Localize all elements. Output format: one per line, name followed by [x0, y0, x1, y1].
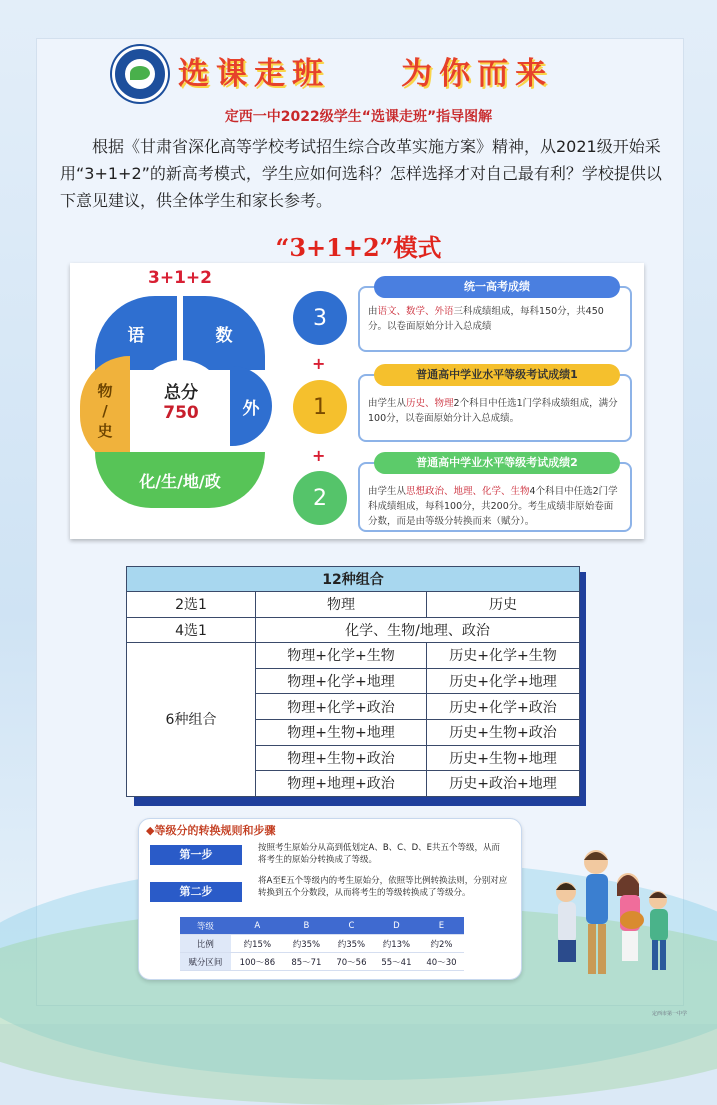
- table-cell: A: [231, 917, 284, 935]
- total-score-label: 总分: [164, 383, 198, 403]
- combinations-table: [126, 566, 580, 797]
- table-cell: 物理+生物+政治: [256, 745, 427, 771]
- table-cell: 约2%: [419, 935, 464, 953]
- table-cell: 物理: [256, 592, 427, 618]
- grading-title: ◆等级分的转换规则和步骤: [146, 824, 276, 837]
- segment-chinese: 语: [95, 296, 177, 370]
- table-cell: 85～71: [284, 953, 329, 971]
- table-cell: B: [284, 917, 329, 935]
- segment-foreign-language: 外: [230, 366, 272, 446]
- block-heading-level-2: 普通高中学业水平等级考试成绩2: [374, 452, 620, 474]
- bubble-2: 2: [293, 471, 347, 525]
- segment-history-label: 史: [97, 422, 113, 440]
- table-cell: 约15%: [231, 935, 284, 953]
- step-two-note: 将A至E五个等级内的考生原始分，依照等比例转换法则，分别对应转换到五个分数段，从而将考生的等级转换成了等级分。: [258, 876, 508, 898]
- table-row: [127, 592, 580, 618]
- grade-conversion-table: [180, 917, 464, 971]
- table-cell: 物理+化学+地理: [256, 668, 427, 694]
- table-cell: 历史: [427, 592, 580, 618]
- block-text: 4个科目中任选2门学科成绩组成，每科100分，共200分。考生成绩非原始卷面分数，而是由等级分转换而来（赋分）。: [368, 486, 618, 527]
- step-one-label: 第一步: [150, 845, 242, 865]
- table-row: [127, 643, 580, 669]
- block-highlight: 历史、物理: [406, 398, 454, 409]
- table-cell: 4选1: [127, 617, 256, 643]
- block-highlight: 语文、数学、外语: [377, 306, 454, 317]
- table-cell: 55～41: [374, 953, 419, 971]
- table-cell: 2选1: [127, 592, 256, 618]
- table-row: [180, 935, 464, 953]
- table-row: [127, 617, 580, 643]
- table-cell: 历史+化学+生物: [427, 643, 580, 669]
- segment-math: 数: [183, 296, 265, 370]
- table-cell: 物理+生物+地理: [256, 719, 427, 745]
- table-cell: 100～86: [231, 953, 284, 971]
- table-cell: C: [329, 917, 374, 935]
- table-cell: 物理+化学+生物: [256, 643, 427, 669]
- poster-subtitle: 定西一中2022级学生“选课走班”指导图解: [224, 109, 493, 125]
- block-text: 由学生从: [368, 398, 407, 409]
- table-cell: 约35%: [284, 935, 329, 953]
- block-highlight: 思想政治、地理、化学、生物: [406, 486, 530, 497]
- table-cell: 赋分区间: [180, 953, 231, 971]
- block-text: 由: [368, 306, 378, 317]
- plus-sign: +: [312, 354, 326, 373]
- poster-headline: 选课走班 为你而来: [178, 56, 554, 92]
- table-cell: 化学、生物/地理、政治: [256, 617, 580, 643]
- table-cell: 历史+政治+地理: [427, 771, 580, 797]
- segment-electives: 化/生/地/政: [95, 452, 265, 508]
- total-score-value: 750: [163, 403, 199, 423]
- table-row: [180, 917, 464, 935]
- block-heading-level-1: 普通高中学业水平等级考试成绩1: [374, 364, 620, 386]
- table-cell: 物理+地理+政治: [256, 771, 427, 797]
- table-cell: D: [374, 917, 419, 935]
- table-cell: 比例: [180, 935, 231, 953]
- step-two-label: 第二步: [150, 882, 242, 902]
- block-text: 三科成绩组成，每科150分，共450分。以卷面原始分计入总成绩: [368, 306, 604, 332]
- table-cell: 40～30: [419, 953, 464, 971]
- logo-leaf-icon: [130, 66, 150, 80]
- table-row: [180, 953, 464, 971]
- block-heading-unified: 统一高考成绩: [374, 276, 620, 298]
- table-cell: 约13%: [374, 935, 419, 953]
- model-title: “3+1+2”模式: [275, 233, 442, 262]
- footer-caption: 定西市第一中学: [652, 1011, 688, 1017]
- table-cell: 物理+化学+政治: [256, 694, 427, 720]
- table-title: 12种组合: [127, 567, 580, 592]
- block-text: 2个科目中任选1门学科成绩组成，满分100分，以卷面原始分计入总成绩。: [368, 398, 618, 424]
- total-score-circle: [137, 360, 225, 448]
- table-cell: E: [419, 917, 464, 935]
- segment-physics-label: 物: [97, 382, 113, 400]
- intro-paragraph: 根据《甘肃省深化高等学校考试招生综合改革实施方案》精神，从2021级开始采用“3+1+2”的新高考模式，学生应如何选科？怎样选择才对自己最有利？学校提供以下意见建议，供全体学生和家长参考。: [60, 137, 662, 210]
- ring-label: 3+1+2: [148, 268, 212, 288]
- step-one-note: 按照考生原始分从高到低划定A、B、C、D、E共五个等级，从而将考生的原始分转换成了等级。: [258, 843, 500, 865]
- students-illustration: [540, 840, 680, 1000]
- bubble-3: 3: [293, 291, 347, 345]
- table-row: [127, 567, 580, 592]
- block-text: 由学生从: [368, 486, 407, 497]
- segment-separator: /: [102, 402, 108, 420]
- table-cell: 历史+化学+地理: [427, 668, 580, 694]
- school-logo: [112, 46, 168, 102]
- plus-sign: +: [312, 446, 326, 465]
- table-cell: 历史+化学+政治: [427, 694, 580, 720]
- table-cell: 历史+生物+政治: [427, 719, 580, 745]
- table-cell: 等级: [180, 917, 231, 935]
- table-cell: 6种组合: [127, 643, 256, 797]
- bubble-1: 1: [293, 380, 347, 434]
- table-cell: 70～56: [329, 953, 374, 971]
- table-cell: 约35%: [329, 935, 374, 953]
- table-cell: 历史+生物+地理: [427, 745, 580, 771]
